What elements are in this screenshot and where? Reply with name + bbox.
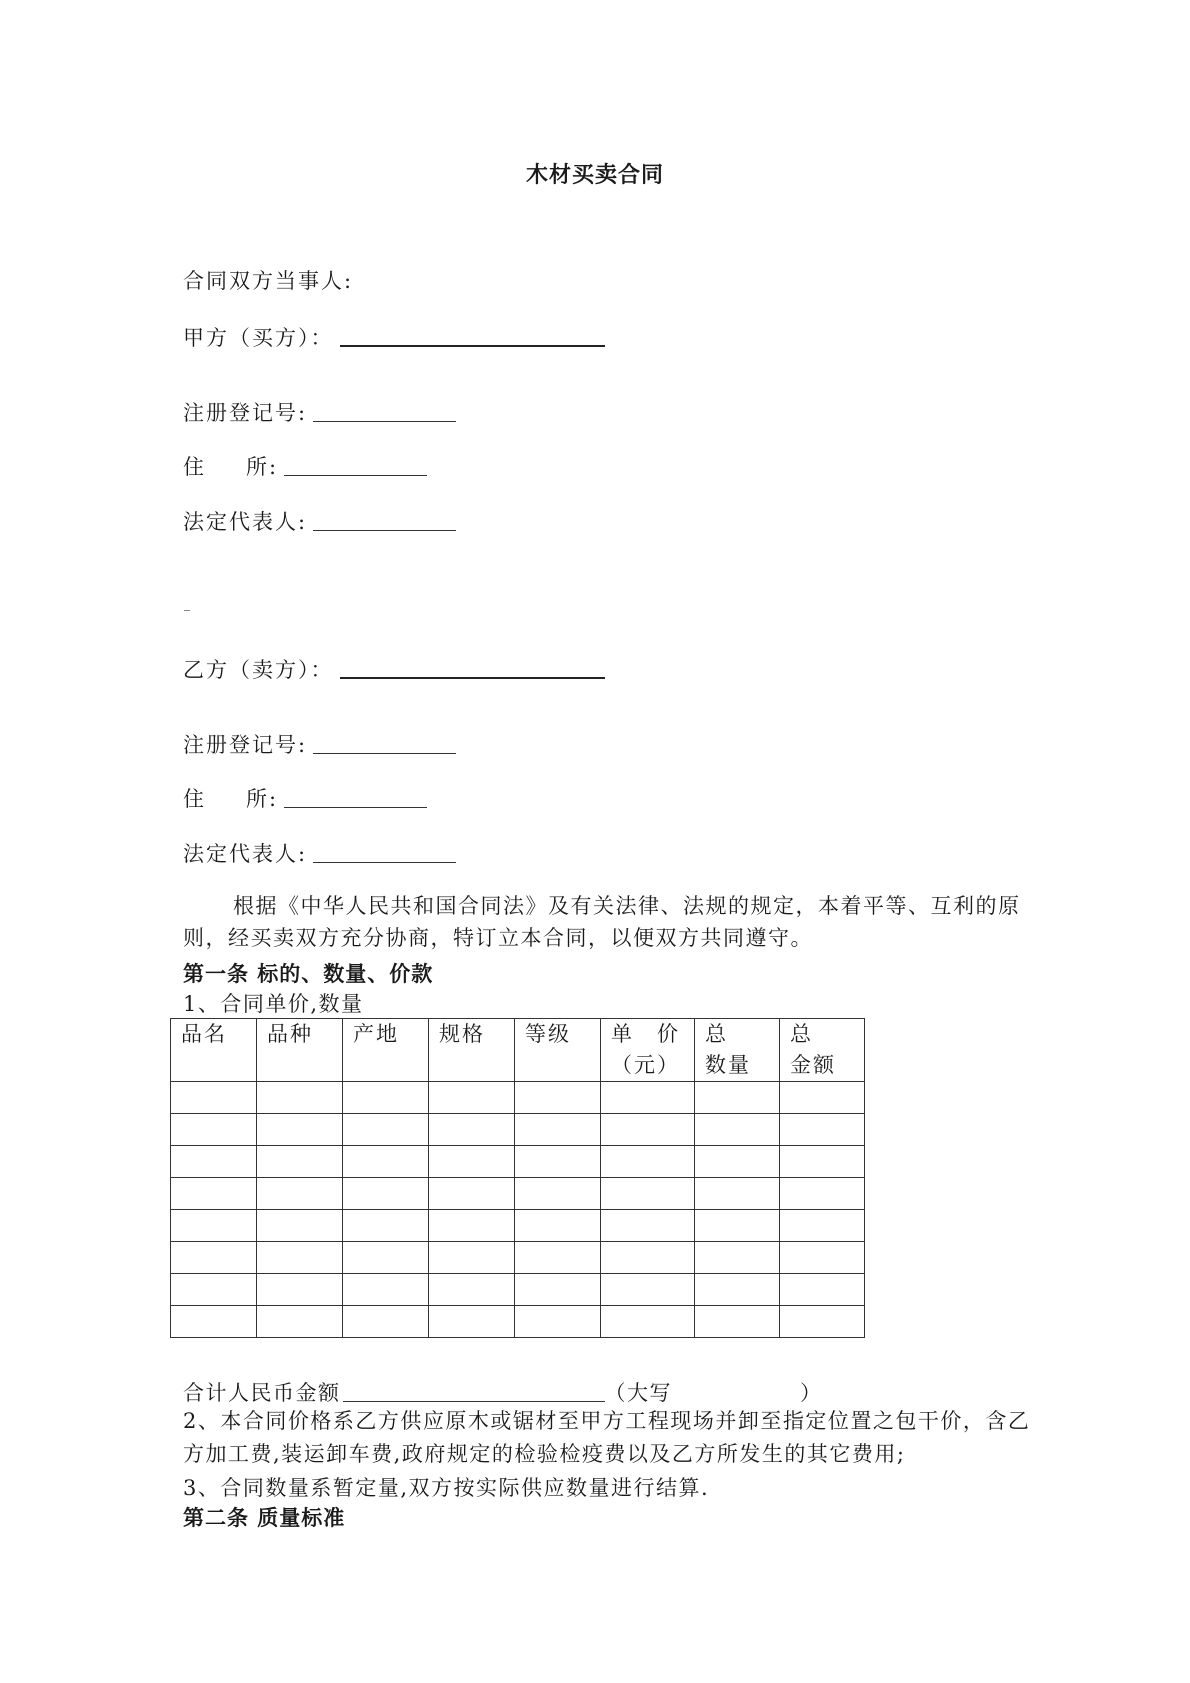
article-2-heading: 第二条 质量标准 — [183, 1505, 346, 1530]
table-cell[interactable] — [695, 1242, 780, 1274]
table-cell[interactable] — [257, 1210, 343, 1242]
party-a-line — [183, 322, 605, 352]
table-cell[interactable] — [171, 1082, 257, 1114]
col-header: 规格 — [429, 1019, 515, 1082]
party-b-reg-label: 注册登记号: — [183, 733, 308, 757]
table-cell[interactable] — [515, 1082, 601, 1114]
table-cell[interactable] — [343, 1242, 429, 1274]
table-row — [171, 1242, 865, 1274]
party-b-addr-line — [183, 783, 427, 813]
table-cell[interactable] — [429, 1146, 515, 1178]
table-cell[interactable] — [343, 1082, 429, 1114]
table-cell[interactable] — [780, 1274, 865, 1306]
party-b-reg-line — [183, 729, 456, 759]
total-amount-field[interactable] — [343, 1400, 605, 1402]
table-cell[interactable] — [695, 1146, 780, 1178]
party-a-addr-field[interactable] — [284, 474, 427, 476]
party-b-addr-label-1: 住 — [183, 787, 206, 811]
table-cell[interactable] — [171, 1274, 257, 1306]
table-cell[interactable] — [257, 1178, 343, 1210]
col-header: 等级 — [515, 1019, 601, 1082]
table-cell[interactable] — [780, 1114, 865, 1146]
col-header: 单 价（元） — [601, 1019, 695, 1082]
col-header: 产地 — [343, 1019, 429, 1082]
table-cell[interactable] — [601, 1178, 695, 1210]
table-cell[interactable] — [429, 1114, 515, 1146]
table-row — [171, 1178, 865, 1210]
table-row — [171, 1114, 865, 1146]
table-cell[interactable] — [343, 1178, 429, 1210]
separator-mark — [184, 610, 190, 611]
article-1-item-2: 2、本合同价格系乙方供应原木或锯材至甲方工程现场并卸至指定位置之包干价，含乙方加工费,装运卸车费,政府规定的检验检疫费以及乙方所发生的其它费用; — [183, 1409, 1031, 1466]
table-row — [171, 1146, 865, 1178]
table-cell[interactable] — [515, 1242, 601, 1274]
table-cell[interactable] — [780, 1210, 865, 1242]
table-cell[interactable] — [429, 1306, 515, 1338]
party-a-addr-label-2: 所: — [246, 455, 279, 479]
table-cell[interactable] — [343, 1146, 429, 1178]
table-row — [171, 1306, 865, 1338]
table-cell[interactable] — [429, 1242, 515, 1274]
table-cell[interactable] — [601, 1242, 695, 1274]
table-cell[interactable] — [257, 1274, 343, 1306]
article-1-item-3: 3、合同数量系暂定量,双方按实际供应数量进行结算. — [183, 1476, 710, 1500]
col-header: 总 数量 — [695, 1019, 780, 1082]
table-cell[interactable] — [343, 1274, 429, 1306]
table-cell[interactable] — [515, 1114, 601, 1146]
party-a-reg-field[interactable] — [313, 420, 456, 422]
table-cell[interactable] — [429, 1082, 515, 1114]
party-b-label: 乙方（卖方）： — [183, 658, 334, 682]
total-line — [183, 1377, 823, 1407]
party-a-name-field[interactable] — [340, 344, 605, 347]
party-b-rep-label: 法定代表人: — [183, 842, 308, 866]
table-cell[interactable] — [171, 1242, 257, 1274]
table-row — [171, 1274, 865, 1306]
article-1-heading: 第一条 标的、数量、价款 — [183, 961, 434, 986]
col-header: 品种 — [257, 1019, 343, 1082]
table-cell[interactable] — [695, 1274, 780, 1306]
total-caps-open: （大写 — [604, 1381, 672, 1405]
table-cell[interactable] — [429, 1178, 515, 1210]
table-row — [171, 1082, 865, 1114]
table-cell[interactable] — [695, 1306, 780, 1338]
parties-heading: 合同双方当事人: — [183, 269, 354, 293]
party-b-addr-label-2: 所: — [246, 787, 279, 811]
party-b-name-field[interactable] — [340, 676, 605, 679]
table-cell[interactable] — [257, 1242, 343, 1274]
table-cell[interactable] — [601, 1146, 695, 1178]
party-a-label: 甲方（买方）： — [183, 326, 334, 350]
price-quantity-table — [170, 1018, 865, 1338]
table-cell[interactable] — [780, 1242, 865, 1274]
table-cell[interactable] — [601, 1114, 695, 1146]
table-cell[interactable] — [257, 1082, 343, 1114]
table-cell[interactable] — [695, 1210, 780, 1242]
table-cell[interactable] — [695, 1114, 780, 1146]
table-cell[interactable] — [515, 1178, 601, 1210]
party-a-addr-label-1: 住 — [183, 455, 206, 479]
table-cell[interactable] — [515, 1274, 601, 1306]
table-cell[interactable] — [343, 1306, 429, 1338]
party-b-addr-field[interactable] — [284, 806, 427, 808]
table-cell[interactable] — [171, 1306, 257, 1338]
table-cell[interactable] — [171, 1210, 257, 1242]
table-cell[interactable] — [171, 1114, 257, 1146]
party-a-rep-field[interactable] — [313, 529, 456, 531]
table-cell[interactable] — [429, 1210, 515, 1242]
party-b-reg-field[interactable] — [313, 752, 456, 754]
table-cell[interactable] — [429, 1274, 515, 1306]
table-cell[interactable] — [171, 1146, 257, 1178]
table-cell[interactable] — [780, 1146, 865, 1178]
table-cell[interactable] — [695, 1082, 780, 1114]
table-cell[interactable] — [515, 1146, 601, 1178]
table-row — [171, 1210, 865, 1242]
col-header: 品名 — [171, 1019, 257, 1082]
table-cell[interactable] — [601, 1306, 695, 1338]
table-cell[interactable] — [780, 1082, 865, 1114]
table-cell[interactable] — [695, 1178, 780, 1210]
table-cell[interactable] — [515, 1210, 601, 1242]
table-cell[interactable] — [780, 1306, 865, 1338]
table-cell[interactable] — [780, 1178, 865, 1210]
party-a-reg-line — [183, 397, 456, 427]
party-a-rep-line — [183, 506, 456, 536]
party-a-reg-label: 注册登记号: — [183, 401, 308, 425]
col-header: 总 金额 — [780, 1019, 865, 1082]
table-header-row — [171, 1019, 865, 1082]
table-cell[interactable] — [515, 1306, 601, 1338]
table-cell[interactable] — [257, 1114, 343, 1146]
total-caps-close: ） — [800, 1381, 823, 1405]
table-cell[interactable] — [601, 1274, 695, 1306]
table-cell[interactable] — [257, 1146, 343, 1178]
party-b-rep-line — [183, 838, 456, 868]
party-b-rep-field[interactable] — [313, 861, 456, 863]
article-1-item-1: 1、合同单价,数量 — [183, 992, 364, 1016]
document-title: 木材买卖合同 — [525, 162, 664, 188]
intro-paragraph: 根据《中华人民共和国合同法》及有关法律、法规的规定，本着平等、互利的原则，经买卖双方充分协商，特订立本合同，以便双方共同遵守。 — [183, 894, 1021, 950]
party-a-addr-line — [183, 451, 427, 481]
party-a-rep-label: 法定代表人: — [183, 510, 308, 534]
table-cell[interactable] — [257, 1306, 343, 1338]
table-cell[interactable] — [601, 1210, 695, 1242]
table-cell[interactable] — [343, 1210, 429, 1242]
table-cell[interactable] — [601, 1082, 695, 1114]
party-b-line — [183, 654, 605, 684]
table-cell[interactable] — [343, 1114, 429, 1146]
table-cell[interactable] — [171, 1178, 257, 1210]
total-label: 合计人民币金额 — [183, 1381, 341, 1405]
